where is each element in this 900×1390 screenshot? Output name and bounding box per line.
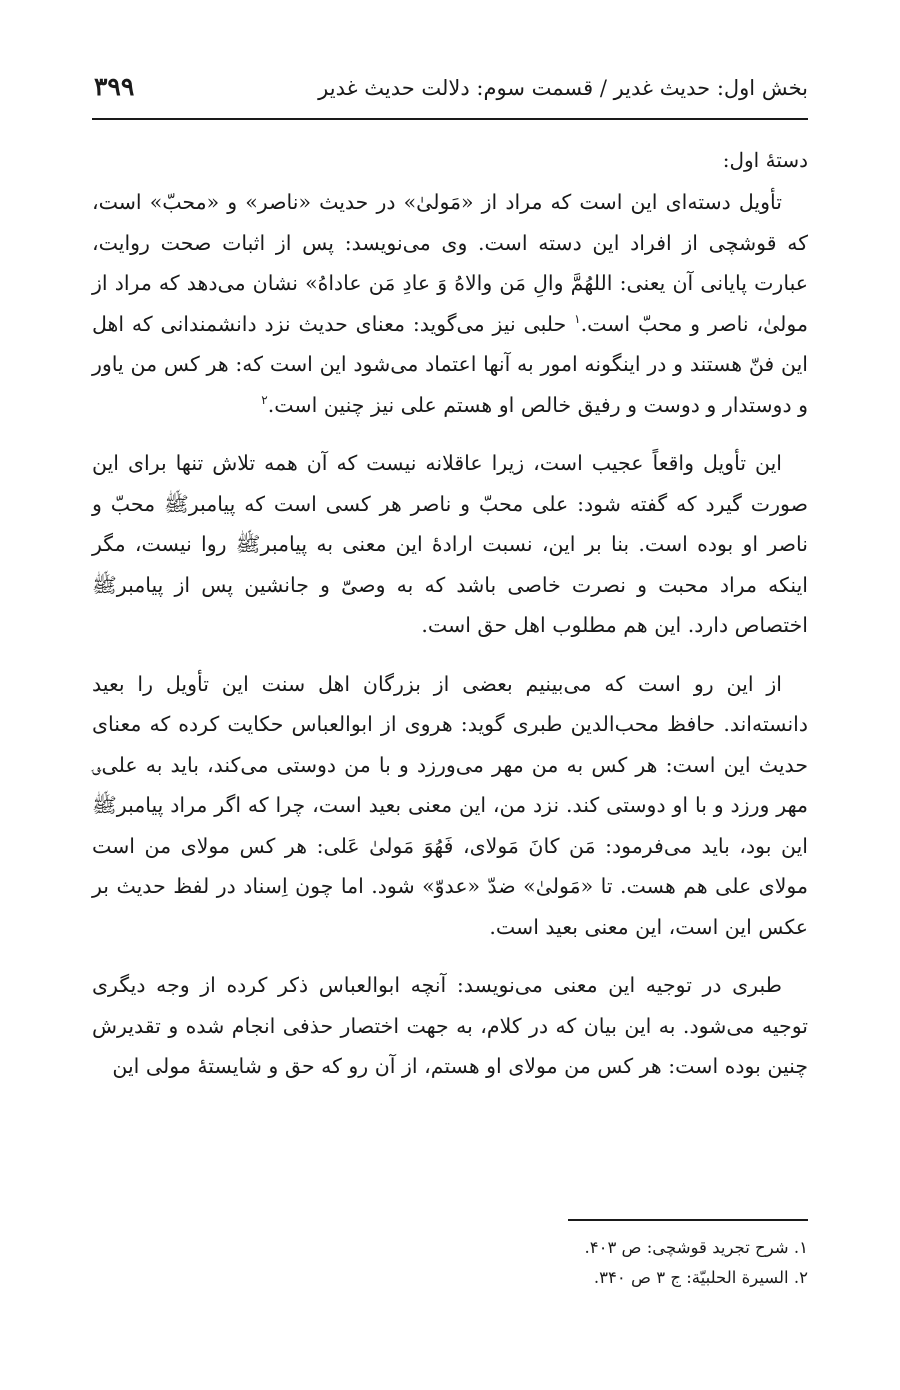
paragraph-1-part-b: حلبی نیز می‌گوید: معنای حدیث نزد دانشمندانی که اهل این فنّ هستند و در اینگونه امور به آنها اعتماد می‌شود این است که: هر کس من یاور و دوستدار و دوست و رفیق خالص او هستم علی نیز چنین است. (92, 311, 808, 417)
footnotes (92, 1233, 808, 1293)
footnote-2: ۲. السیرة الحلبیّة: ج ۳ ص ۳۴۰. (593, 1268, 808, 1287)
header-rule (92, 118, 808, 120)
paragraph-3: از این رو است که می‌بینیم بعضی از بزرگان اهل سنت این تأویل را بعید دانسته‌اند. حافظ محب‌الدین طبری گوید: هروی از ابوالعباس حکایت کرده که معنای حدیث این است: هر کس به من مهر می‌ورزد و با من دوستی می‌کند، باید به علی؈ مهر ورزد و با او دوستی کند. نزد من، این معنی بعید است، چرا که اگر مراد پیامبرﷺ این بود، باید می‌فرمود: مَن کانَ مَولای، فَهُوَ مَولیٰ عَلی: هر کس مولای من است مولای علی هم هست. تا «مَولیٰ» ضدّ «عدوّ» شود. اما چون اِسناد در لفظ حدیث بر عکس این است، این معنی بعید است. (92, 671, 808, 939)
footnote-rule (568, 1219, 808, 1221)
running-head: بخش اول: حدیث غدیر / قسمت سوم: دلالت حدیث غدیر (318, 76, 808, 100)
footnote-ref-1[interactable]: ۱ (574, 311, 581, 326)
paragraph-1-part-a: تأویل دسته‌ای این است که مراد از «مَولیٰ» در حدیث «ناصر» و «محبّ» است، که قوشچی از افراد این دسته است. وی می‌نویسد: پس از اثبات صحت روایت، عبارت پایانی آن یعنی: اللهُمَّ والِ مَن والاهُ وَ عادِ مَن عاداهُ» نشان می‌دهد که مراد از مولیٰ، ناصر و محبّ است. (92, 190, 808, 336)
body-text (92, 140, 808, 1105)
paragraph-2: این تأویل واقعاً عجیب است، زیرا عاقلانه نیست که آن همه تلاش تنها برای این صورت گیرد که گفته شود: علی محبّ و ناصر هر کسی است که پیامبرﷺ محبّ و ناصر او بوده است. بنا بر این، نسبت ارادهٔ این معنی به پیامبرﷺ روا نیست، مگر اینکه مراد محبت و نصرت خاصی باشد که به وصیّ و جانشین پس از پیامبرﷺ اختصاص دارد. این هم مطلوب اهل حق است. (92, 451, 808, 637)
book-page (92, 0, 808, 1390)
page-header (92, 72, 808, 112)
paragraph-1 (92, 182, 808, 425)
page-number: ۳۹۹ (94, 72, 135, 101)
paragraph-4: طبری در توجیه این معنی می‌نویسد: آنچه ابوالعباس ذکر کرده از وجه دیگری توجیه می‌شود. به این بیان که در کلام، به جهت اختصار حذفی انجام شده و تقدیرش چنین بوده است: هر کس من مولای او هستم، از آن رو که حق و شایستهٔ مولی این (92, 973, 808, 1078)
footnote-ref-2[interactable]: ۲ (261, 392, 268, 407)
footnote-1: ۱. شرح تجرید قوشچی: ص ۴۰۳. (584, 1238, 808, 1257)
section-heading: دستهٔ اول: (722, 148, 808, 172)
